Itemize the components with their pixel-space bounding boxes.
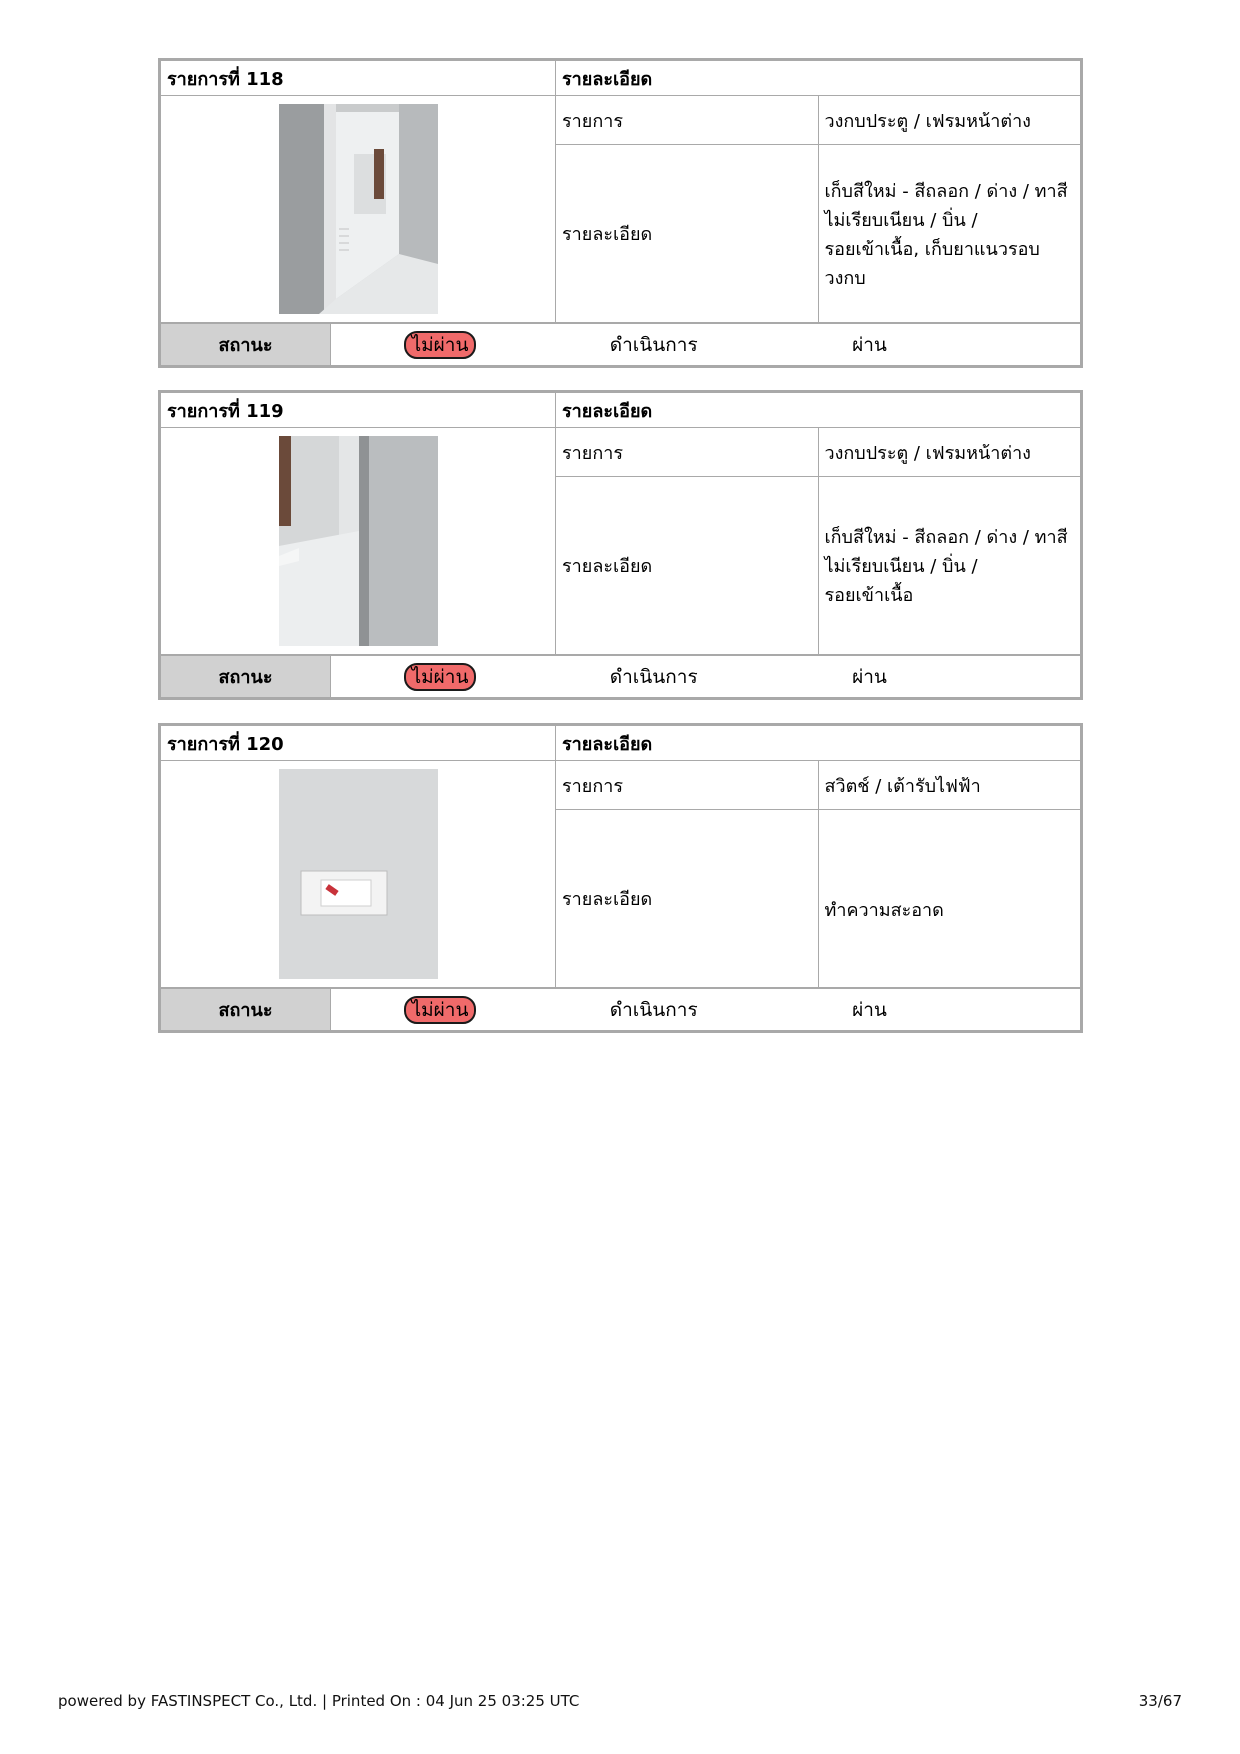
status-fail-option[interactable]: ไม่ผ่าน <box>404 331 477 359</box>
status-label: สถานะ <box>161 989 331 1030</box>
item-value: วงกบประตู / เฟรมหน้าต่าง <box>818 96 1081 145</box>
inspection-photo[interactable] <box>279 769 438 979</box>
status-pass-option[interactable]: ผ่าน <box>852 333 887 356</box>
inspection-photo[interactable] <box>279 104 438 314</box>
details-header: รายละเอียด <box>556 61 1081 96</box>
status-row <box>161 655 1081 698</box>
photo-cell <box>161 428 556 656</box>
detail-label: รายละเอียด <box>556 810 819 988</box>
item-title: รายการที่ 120 <box>161 726 556 761</box>
detail-line: เก็บสีใหม่ - สีถลอก / ด่าง / ทาสีไม่เรียบเนียน / บิ่น / <box>824 180 1068 231</box>
status-row <box>161 323 1081 366</box>
detail-line: เก็บสีใหม่ - สีถลอก / ด่าง / ทาสีไม่เรียบเนียน / บิ่น / <box>824 527 1068 578</box>
status-in-progress-option[interactable]: ดำเนินการ <box>609 665 698 688</box>
status-pass-option[interactable]: ผ่าน <box>852 665 887 688</box>
item-value: วงกบประตู / เฟรมหน้าต่าง <box>818 428 1081 477</box>
detail-line: รอยเข้าเนื้อ <box>824 585 914 607</box>
detail-value <box>818 810 1081 988</box>
detail-value <box>818 477 1081 655</box>
status-fail-option[interactable]: ไม่ผ่าน <box>404 663 477 691</box>
inspection-photo[interactable] <box>279 436 438 646</box>
status-pass-option[interactable]: ผ่าน <box>852 998 887 1021</box>
photo-cell <box>161 761 556 989</box>
photo-cell <box>161 96 556 324</box>
item-label: รายการ <box>556 428 819 477</box>
item-title: รายการที่ 119 <box>161 393 556 428</box>
detail-label: รายละเอียด <box>556 477 819 655</box>
inspection-item-card <box>158 723 1083 1033</box>
footer-credit: powered by FASTINSPECT Co., Ltd. | Printed On : 04 Jun 25 03:25 UTC <box>58 1692 580 1710</box>
status-label: สถานะ <box>161 656 331 697</box>
status-fail-option[interactable]: ไม่ผ่าน <box>404 996 477 1024</box>
status-label: สถานะ <box>161 324 331 365</box>
detail-line: รอยเข้าเนื้อ, เก็บยาแนวรอบวงกบ <box>824 238 1040 289</box>
item-value: สวิตช์ / เต้ารับไฟฟ้า <box>818 761 1081 810</box>
detail-label: รายละเอียด <box>556 145 819 323</box>
inspection-item-card <box>158 58 1083 368</box>
detail-value <box>818 145 1081 323</box>
inspection-item-card <box>158 390 1083 700</box>
item-title: รายการที่ 118 <box>161 61 556 96</box>
details-header: รายละเอียด <box>556 393 1081 428</box>
item-label: รายการ <box>556 96 819 145</box>
status-in-progress-option[interactable]: ดำเนินการ <box>609 333 698 356</box>
item-label: รายการ <box>556 761 819 810</box>
details-header: รายละเอียด <box>556 726 1081 761</box>
page-number: 33/67 <box>1138 1692 1182 1710</box>
status-in-progress-option[interactable]: ดำเนินการ <box>609 998 698 1021</box>
detail-line: ทำความสะอาด <box>824 900 944 922</box>
status-row <box>161 988 1081 1031</box>
